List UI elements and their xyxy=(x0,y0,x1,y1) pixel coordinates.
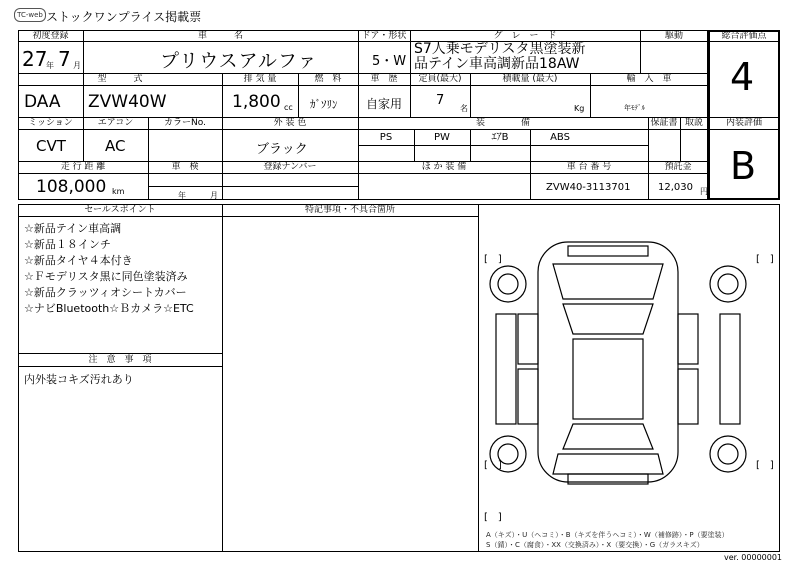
list-item: ☆新品タイヤ４本付き xyxy=(24,254,133,267)
mission-value: CVT xyxy=(36,137,66,155)
grade-label: グ レ ー ド xyxy=(493,31,557,41)
other-equip-label: ほ か 装 備 xyxy=(421,162,467,172)
chassis-no-value: ZVW40-3113701 xyxy=(546,182,631,193)
sales-points-label: セールスポイント xyxy=(84,205,156,215)
drive-label: 駆動 xyxy=(664,31,683,41)
equip-ps: PS xyxy=(379,132,393,143)
inspection-label: 車 検 xyxy=(171,162,199,172)
capacity-label: 定員(最大) xyxy=(418,74,462,84)
list-item: ☆ナビBluetooth☆Ｂカメラ☆ETC xyxy=(24,302,194,315)
aircon-value: AC xyxy=(105,137,126,155)
aircon-label: エアコン xyxy=(97,118,134,128)
list-item: ☆新品クラッツィオシートカバー xyxy=(24,286,187,299)
interior-score-value: B xyxy=(730,144,757,188)
fuel-value: ｶﾞｿﾘﾝ xyxy=(310,98,338,111)
displacement-value: 1,800 xyxy=(232,92,281,112)
plate-label: 登録ナンバー xyxy=(263,162,317,172)
load-label: 積載量 (最大) xyxy=(502,74,558,84)
model-label: 型 式 xyxy=(97,74,143,84)
displacement-unit: cc xyxy=(284,103,293,112)
model-code-value: ZVW40W xyxy=(88,92,167,112)
list-item: ☆Ｆモデリスタ黒に同色塗装済み xyxy=(24,270,188,283)
first-reg-label: 初度登録 xyxy=(32,31,69,41)
legend-line-1: A（キズ）・U（ヘコミ）・B（キズを伴うヘコミ）・W（補修跡）・P（要塗装） xyxy=(486,531,729,539)
inspection-year-unit: 年 xyxy=(178,191,186,200)
capacity-value: 7 xyxy=(436,93,445,108)
bracket-rear-left: [ ] xyxy=(484,460,502,471)
month-value: 7 xyxy=(58,47,71,71)
car-damage-diagram xyxy=(478,204,780,552)
door-shape-value: 5・W xyxy=(372,54,407,69)
cautions-label: 注 意 事 項 xyxy=(88,355,152,365)
door-shape-label: ドア・形状 xyxy=(361,31,407,41)
displacement-label: 排 気 量 xyxy=(243,74,277,84)
category-label: 車 歴 xyxy=(370,74,398,84)
spec-table xyxy=(18,30,708,200)
model-value: DAA xyxy=(24,92,61,112)
bracket-bottom-left: [ ] xyxy=(484,512,502,523)
color-no-label: カラーNo. xyxy=(164,118,206,128)
fuel-label: 燃 料 xyxy=(314,74,342,84)
deposit-unit: 円 xyxy=(700,187,708,196)
year-value: 27 xyxy=(22,47,48,71)
equip-airbag: ｴｱB xyxy=(491,132,509,143)
overall-score-label: 総合評価点 xyxy=(721,31,767,41)
mission-label: ミッション xyxy=(28,118,73,128)
interior-score-label: 内装評価 xyxy=(725,118,762,128)
import-unit: 年ﾓﾃﾞﾙ xyxy=(624,104,645,112)
tc-web-logo: TC-web xyxy=(14,8,46,22)
chassis-no-label: 車 台 番 号 xyxy=(566,162,612,172)
car-name-label: 車 名 xyxy=(197,31,243,41)
mileage-value: 108,000 xyxy=(36,177,107,197)
page-title: ストックワンプライス掲載票 xyxy=(46,10,202,24)
grade-line2: 品テイン車高調新品18AW xyxy=(414,56,580,72)
grade-line1: S7人乗モデリスタ黒塗装新 xyxy=(414,41,586,57)
overall-score-value: 4 xyxy=(730,55,755,99)
list-item: ☆新品１８インチ xyxy=(24,238,111,251)
mileage-unit: km xyxy=(112,187,125,196)
year-unit: 年 xyxy=(46,61,54,70)
list-item: 内外装コキズ汚れあり xyxy=(24,373,134,386)
category-value: 自家用 xyxy=(366,97,403,111)
version-label: ver. 00000001 xyxy=(724,553,783,562)
list-item: ☆新品テイン車高調 xyxy=(24,222,122,235)
notes-special-label: 特記事項・不具合箇所 xyxy=(304,205,395,215)
exterior-color-value: ブラック xyxy=(256,142,308,157)
load-unit: Kg xyxy=(574,104,585,113)
mileage-label: 走 行 距 離 xyxy=(60,162,106,172)
warranty-label: 保証書 xyxy=(650,118,678,128)
bracket-front-right: [ ] xyxy=(756,254,774,265)
legend-line-2: S（錆）・C（腐食）・XX（交換済み）・X（要交換）・G（ガラスキズ） xyxy=(486,541,704,549)
bracket-rear-right: [ ] xyxy=(756,460,774,471)
capacity-unit: 名 xyxy=(460,104,468,113)
inspection-month-unit: 月 xyxy=(210,191,218,200)
import-label: 輸 入 車 xyxy=(626,74,672,84)
equip-pw: PW xyxy=(434,132,450,143)
deposit-value: 12,030 xyxy=(658,182,693,193)
month-unit: 月 xyxy=(73,61,81,70)
equipment-label: 装 備 xyxy=(475,118,530,128)
deposit-label: 預託金 xyxy=(664,162,692,172)
bracket-front-left: [ ] xyxy=(484,254,502,265)
exterior-color-label: 外 装 色 xyxy=(273,118,307,128)
car-name-value: プリウスアルファ xyxy=(160,50,318,72)
manual-label: 取説 xyxy=(684,118,703,128)
equip-abs: ABS xyxy=(550,132,570,143)
